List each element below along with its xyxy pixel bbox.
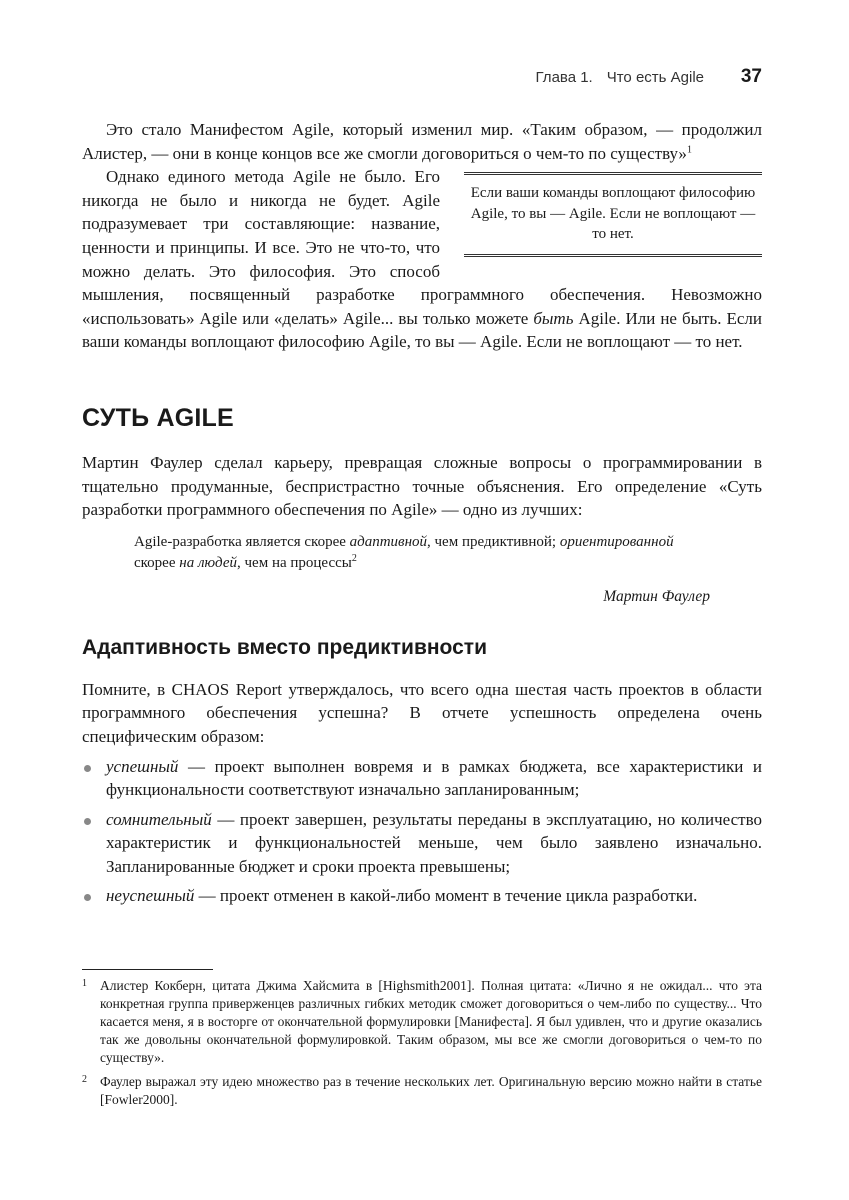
- pull-quote: [464, 172, 762, 257]
- footnote-text: Алистер Кокберн, цитата Джима Хайсмита в [Highsmith2001]. Полная цитата: «Лично я не ожидал... что эта конкретная группа приверженцев различных гибких методик сможет договориться о чем-либо по существу... Что касается меня, я в восторге от окончательной формулировки [Манифеста]. Я был удивлен, что и другие оказались так же довольны окончательной формулировкой. Таким образом, мы все же смогли договориться о чем-то по существу».: [100, 978, 762, 1065]
- paragraph-chaos: Помните, в CHAOS Report утверждалось, что всего одна шестая часть проектов в области программного обеспечения успешна? В отчете успешность определена очень специфическим образом:: [82, 679, 762, 746]
- list-item: [82, 808, 762, 879]
- quote-emphasis: ориентированной: [559, 533, 674, 550]
- list-term: неуспешный: [106, 886, 195, 906]
- list-item: [82, 884, 762, 908]
- quote-text: Agile-разработка является скорее: [134, 533, 350, 550]
- footnotes: [82, 977, 762, 1115]
- list-text: — проект завершен, результаты переданы в эксплуатацию, но количество характеристик и функциональностей меньше, чем было заявлено изначально. Запланированные бюджет и сроки проекта превышены;: [106, 809, 762, 876]
- footnote-number: 2: [82, 1074, 87, 1085]
- bullet-icon: [84, 818, 91, 825]
- page-body: [82, 118, 762, 914]
- bullet-icon: [84, 765, 91, 772]
- paragraph-text: Однако единого метода Agile не было. Его никогда не было и никогда не будет. Agile подразумевает три составляющие: название, ценности и принципы. И все. Это не что-то, что можно делать. Это философия. Это способ мышления, посвященный разработке программного обеспечения. Невозможно «использовать» Agile или «делать» Agile... вы только можете: [82, 167, 762, 328]
- quote-text: , чем на процессы: [237, 554, 352, 571]
- fowler-quote: [134, 532, 710, 574]
- outcome-list: [82, 755, 762, 909]
- paragraph-manifesto: [82, 118, 762, 165]
- quote-emphasis: на людей: [179, 554, 237, 571]
- footnote-2: [82, 1073, 762, 1109]
- bullet-icon: [84, 894, 91, 901]
- footnote-text: Фаулер выражал эту идею множество раз в течение нескольких лет. Оригинальную версию можно найти в статье [Fowler2000].: [100, 1074, 762, 1107]
- footnote-ref-2[interactable]: 2: [351, 552, 357, 564]
- paragraph-with-pullquote: [82, 165, 762, 354]
- section-title: СУТЬ AGILE: [82, 403, 234, 432]
- footnote-ref-1[interactable]: 1: [686, 143, 692, 155]
- page-number: 37: [740, 66, 762, 87]
- chapter-title: Что есть Agile: [606, 69, 704, 86]
- quote-text: скорее: [134, 554, 180, 571]
- list-term: сомнительный: [106, 809, 212, 829]
- running-head: [536, 69, 704, 86]
- footnote-number: 1: [82, 978, 87, 989]
- quote-author: Мартин Фаулер: [603, 587, 710, 605]
- list-text: — проект выполнен вовремя и в рамках бюджета, все характеристики и функциональности соответствуют изначально запланированным;: [106, 756, 762, 800]
- quote-emphasis: адаптивной: [349, 533, 428, 550]
- list-text: — проект отменен в какой-либо момент в течение цикла разработки.: [194, 886, 698, 906]
- paragraph-text: Это стало Манифестом Agile, который изменил мир. «Таким образом, — продолжил Алистер, — они в конце концов все же смогли договориться о чем-то по существу»: [82, 120, 762, 163]
- quote-text: , чем предиктивной;: [427, 533, 560, 550]
- paragraph-text: Agile. Или не быть. Если ваши команды воплощают философию Agile, то вы — Agile. Если не воплощают — то нет.: [82, 308, 762, 352]
- page-header: [82, 66, 762, 90]
- footnote-1: [82, 977, 762, 1067]
- paragraph-fowler: Мартин Фаулер сделал карьеру, превращая сложные вопросы о программировании в тщательно продуманные, беспристрастно точные объяснения. Его определение «Суть разработки программного обеспечения по Agile» — одно из лучших:: [82, 452, 762, 520]
- chapter-number: Глава 1.: [535, 69, 593, 86]
- list-item: [82, 755, 762, 802]
- emphasis-be: быть: [533, 308, 574, 328]
- pull-quote-text: Если ваши команды воплощают философию Agile, то вы — Agile. Если не воплощают — то нет.: [470, 185, 756, 243]
- list-term: успешный: [106, 756, 179, 776]
- subsection-title: Адаптивность вместо предиктивности: [82, 635, 487, 659]
- footnote-divider: [82, 969, 213, 970]
